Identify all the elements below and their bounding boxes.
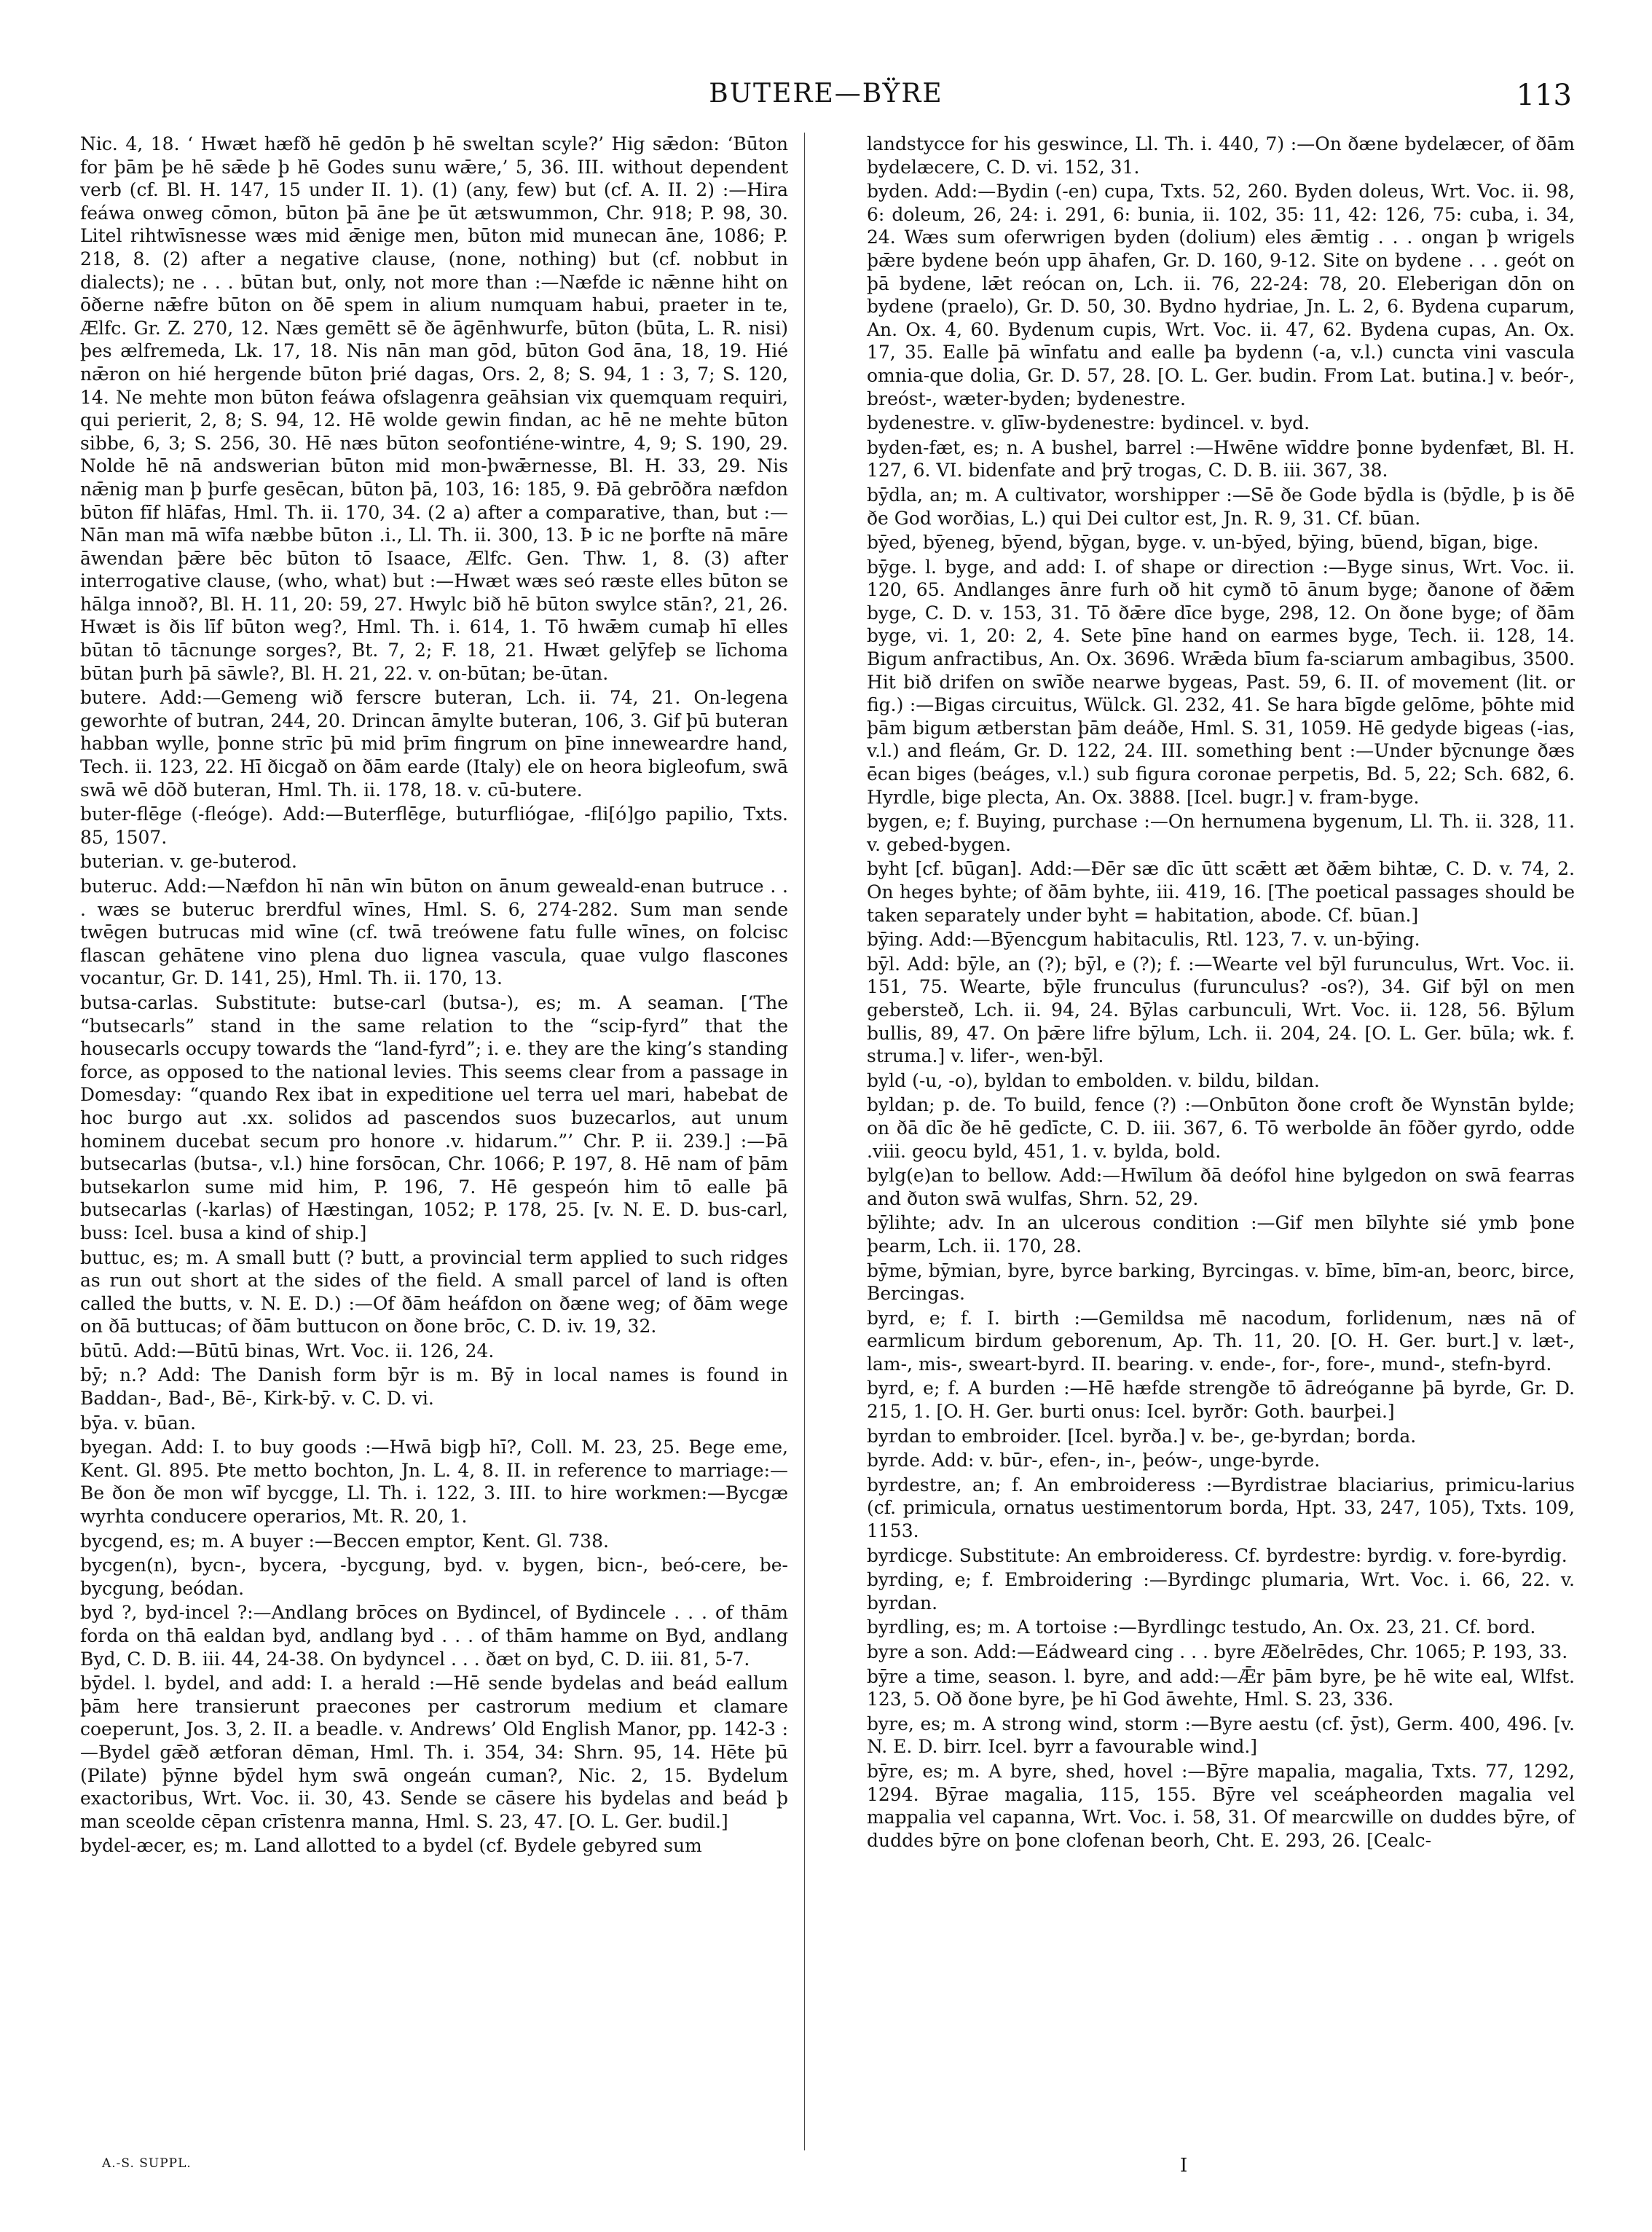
- signature-mark: A.-S. SUPPL.: [102, 2156, 192, 2171]
- entry: buttuc, es; m. A small butt (? butt, a provincial term applied to such ridges as run out short at the sides of the field. A small parcel of land is often called the butts, v. N. E. D.) :—Of ðām heáfdon on ðæne weg; of ðām wege on ðā buttucas; of ðām buttucon on ðone brōc, C. D. iv. 19, 32.: [80, 1246, 788, 1337]
- entry: bydel-æcer, es; m. Land allotted to a bydel (cf. Bydele gebyred sum: [80, 1835, 702, 1857]
- entry: bycgen(n), bycn-, bycera, -bycgung, byd. v. bygen, bicn-, beó-cere, be-bycgung, beódan.: [80, 1555, 788, 1599]
- entry: būtū. Add:—Būtū binas, Wrt. Voc. ii. 126, 24.: [80, 1340, 495, 1361]
- entry: bȳed, bȳeneg, bȳend, bȳgan, byge. v. un-bȳed, bȳing, būend, bīgan, bige.: [867, 532, 1539, 554]
- entry: byre a son. Add:—Eádweard cing . . . byre Æðelrēdes, Chr. 1065; P. 193, 33.: [867, 1641, 1568, 1662]
- entry: bȳing. Add:—Bȳencgum habitaculis, Rtl. 123, 7. v. un-bȳing.: [867, 929, 1420, 951]
- entry: bȳre a time, season. l. byre, and add:—Ǣr þām byre, þe hē wite eal, Wlfst. 123, 5. Oð ðone byre, þe hī God āwehte, Hml. S. 23, 336.: [867, 1665, 1575, 1710]
- entry: byrdling, es; m. A tortoise :—Byrdlingc testudo, An. Ox. 23, 21. Cf. bord.: [867, 1616, 1536, 1638]
- entry: bȳa. v. būan.: [80, 1412, 197, 1434]
- entry: buter-flēge (-fleóge). Add:—Buterflēge, buturfliógae, -fli[ó]go papilio, Txts. 85, 1507.: [80, 803, 788, 848]
- entry: byrdan to embroider. [Icel. byrða.] v. be-, ge-byrdan; borda.: [867, 1425, 1417, 1447]
- entry: byld (-u, -o), byldan to embolden. v. bildu, bildan.: [867, 1069, 1320, 1091]
- entry: byegan. Add: I. to buy goods :—Hwā bigþ hī?, Coll. M. 23, 25. Bege eme, Kent. Gl. 895. Þte metto bochton, Jn. L. 4, 8. II. in reference to marriage:—Be ðon ðe mon wīf bycgge, Ll. Th. i. 122, 3. III. to hire workmen:—Bycgæ wyrhta conducere operarios, Mt. R. 20, 1.: [80, 1437, 788, 1528]
- entry: byrde. Add: v. būr-, efen-, in-, þeów-, unge-byrde.: [867, 1450, 1321, 1471]
- column-divider: [804, 133, 805, 2150]
- entry: byd ?, byd-incel ?:—Andlang brōces on Bydincel, of Bydincele . . . of thām forda on thā ealdan byd, andlang byd . . . of thām hamme on Byd, andlang Byd, C. D. B. iii. 44, 24-38. On bydyncel . . . ðæt on byd, C. D. iii. 81, 5-7.: [80, 1602, 788, 1670]
- right-column: [867, 133, 1575, 1853]
- entry: byrd, e; f. A burden :—Hē hæfde strengðe tō ādreóganne þā byrde, Gr. D. 215, 1. [O. H. Ger. burti onus: Icel. byrðr: Goth. baurþei.]: [867, 1378, 1575, 1423]
- sheet-mark: I: [1180, 2155, 1188, 2177]
- entry: byldan; p. de. To build, fence (?) :—Onbūton ðone croft ðe Wynstān bylde; on ðā dīc ðe hē gedīcte, C. D. iii. 367, 6. Tō werbolde ān fōðer gyrdo, odde .viii. geocu byld, 451, 1. v. bylda, bold.: [867, 1094, 1575, 1162]
- entry: Nic. 4, 18. ‘ Hwæt hæfð hē gedōn þ hē sweltan scyle?’ Hig sǣdon: ‘Būton for þām þe hē sǣde þ hē Godes sunu wǣre,’ 5, 36. III. without dependent verb (cf. Bl. H. 147, 15 under II. 1). (1) (any, few) but (cf. A. II. 2) :—Hira feáwa onweg cōmon, būton þā āne þe ūt ætswummon, Chr. 918; P. 98, 30. Litel rihtwīsnesse wæs mid ǣnige men, būton mid munecan āne, 1086; P. 218, 8. (2) after a negative clause, (none, nothing) but (cf. nobbut in dialects); ne . . . būtan but, only, not more than :—Næfde ic nǣnne hiht on ōðerne nǣfre būton on ðē spem in alium numquam habui, praeter in te, Ælfc. Gr. Z. 270, 12. Næs gemētt sē ðe āgēnhwurfe, būton (būta, L. R. nisi) þes ælfremeda, Lk. 17, 18. Nis nān man gōd, būton God āna, 18, 19. Hié nǣron on hié hergende būton þrié dagas, Ors. 2, 8; S. 94, 1 : 3, 7; S. 120, 14. Ne mehte mon būton feáwa ofslagenra geāhsian vix quemquam requiri, qui perierit, 2, 8; S. 94, 12. Hē wolde gewin findan, ac hē ne mehte būton sibbe, 6, 3; S. 256, 30. Hē næs būton seofontiéne-wintre, 4, 9; S. 190, 29. Nolde hē nā andswerian būton mid mon-þwǣrnesse, Bl. H. 33, 29. Nis nǣnig man þ þurfe gesēcan, būton þā, 103, 16: 185, 9. Ðā gebrōðra næfdon būton fīf hlāfas, Hml. Th. ii. 170, 34. (2 a) after a comparative, than, but :—Nān man mā wīfa næbbe būton .i., Ll. Th. ii. 300, 13. Þ ic ne þorfte nā māre āwendan þǣre bēc būton tō Isaace, Ælfc. Gen. Thw. 1, 8. (3) after interrogative clause, (who, what) but :—Hwæt wæs seó ræste elles būton se hālga innoð?, Bl. H. 11, 20: 59, 27. Hwylc bið hē būton swylce stān?, 21, 26. Hwæt is ðis līf būton weg?, Hml. Th. i. 614, 1. Tō hwǣm cumaþ hī elles būtan tō tācnunge sorges?, Bt. 7, 2; F. 18, 21. Hwæt gelȳfeþ se līchoma būtan þurh þā sāwle?, Bl. H. 21, 22. v. on-būtan; be-ūtan.: [80, 133, 788, 684]
- entry: bȳre, es; m. A byre, shed, hovel :—Bȳre mapalia, magalia, Txts. 77, 1292, 1294. Bȳrae magalia, 115, 155. Bȳre vel sceápheorden magalia vel mappalia vel capanna, Wrt. Voc. i. 58, 31. Of mearcwille on duddes bȳre, of duddes bȳre on þone clofenan beorh, Cht. E. 293, 26. [Cealc-: [867, 1760, 1575, 1851]
- entry: byden. Add:—Bydin (-en) cupa, Txts. 52, 260. Byden doleus, Wrt. Voc. ii. 98, 6: doleum, 26, 24: i. 291, 6: bunia, ii. 102, 35: 11, 42: 126, 75: cuba, i. 34, 24. Wæs sum oferwrigen byden (dolium) eles ǣmtig . . . ongan þ wrigels þǣre bydene beón upp āhafen, Gr. D. 160, 9-12. Site on bydene . . . geót on þā bydene, lǣt reócan on, Lch. ii. 76, 22-24: 78, 20. Eleberigan dōn on bydene (praelo), Gr. D. 50, 30. Bydno hydriae, Jn. L. 2, 6. Bydena cuparum, An. Ox. 4, 60. Bydenum cupis, Wrt. Voc. ii. 47, 62. Bydena cupas, An. Ox. 17, 35. Ealle þā wīnfatu and ealle þa bydenn (-a, v.l.) cuncta vini vascula omnia-que dolia, Gr. D. 57, 28. [O. L. Ger. budin. From Lat. butina.] v. beór-, breóst-, wæter-byden; bydenestre.: [867, 181, 1575, 409]
- entry: bylg(e)an to bellow. Add:—Hwīlum ðā deófol hine bylgedon on swā fearras and ðuton swā wulfas, Shrn. 52, 29.: [867, 1165, 1575, 1209]
- entry: byrdestre, an; f. An embroideress :—Byrdistrae blaciarius, primicu-larius (cf. primicula, ornatus uestimentorum borda, Hpt. 33, 247, 105), Txts. 109, 1153.: [867, 1474, 1575, 1542]
- entry: bȳl. Add: bȳle, an (?); bȳl, e (?); f. :—Wearte vel bȳl furunculus, Wrt. Voc. ii. 151, 75. Wearte, bȳle frunculus (furunculus? -os?), 34. Gif bȳl on men gebersteð, Lch. ii. 94, 24. Bȳlas carbunculi, Wrt. Voc. ii. 128, 56. Bȳlum bullis, 89, 47. On þǣre lifre bȳlum, Lch. ii. 204, 24. [O. L. Ger. būla; wk. f. struma.] v. lifer-, wen-bȳl.: [867, 953, 1575, 1067]
- entry: bȳdel. l. bydel, and add: I. a herald :—Hē sende bydelas and beád eallum þām here transierunt praecones per castrorum medium et clamare coeperunt, Jos. 3, 2. II. a beadle. v. Andrews’ Old English Manor, pp. 142-3 :—Bydel gǣð ætforan dēman, Hml. Th. i. 354, 34: Shrn. 95, 14. Hēte þū (Pilate) þȳnne bȳdel hym swā ongeán cuman?, Nic. 2, 15. Bydelum exactoribus, Wrt. Voc. ii. 30, 43. Sende se cāsere his bydelas and beád þ man sceolde cēpan crīstenra manna, Hml. S. 23, 47. [O. L. Ger. budil.]: [80, 1673, 788, 1832]
- entry: byrdicge. Substitute: An embroideress. Cf. byrdestre: byrdig. v. fore-byrdig.: [867, 1544, 1568, 1566]
- entry: byden-fæt, es; n. A bushel, barrel :—Hwēne wīddre þonne bydenfæt, Bl. H. 127, 6. VI. bidenfate and þrȳ trogas, C. D. B. iii. 367, 38.: [867, 436, 1575, 482]
- entry: bydenestre. v. glīw-bydenestre: bydincel. v. byd.: [867, 412, 1310, 434]
- entry: bycgend, es; m. A buyer :—Beccen emptor, Kent. Gl. 738.: [80, 1530, 609, 1552]
- entry: byrding, e; f. Embroidering :—Byrdingc plumaria, Wrt. Voc. i. 66, 22. v. byrdan.: [867, 1569, 1575, 1614]
- entry: landstycce for his geswince, Ll. Th. i. 440, 7) :—On ðæne bydelæcer, of ðām bydelæcere, C. D. vi. 152, 31.: [867, 133, 1575, 178]
- entry: byrd, e; f. I. birth :—Gemildsa mē nacodum, forlidenum, næs nā of earmlicum birdum geborenum, Ap. Th. 11, 20. [O. H. Ger. burt.] v. læt-, lam-, mis-, sweart-byrd. II. bearing. v. ende-, for-, fore-, mund-, stefn-byrd.: [867, 1307, 1575, 1375]
- entry: bȳme, bȳmian, byre, byrce barking, Byrcingas. v. bīme, bīm-an, beorc, birce, Bercingas.: [867, 1260, 1575, 1305]
- entry: butsa-carlas. Substitute: butse-carl (butsa-), es; m. A seaman. [‘The “butsecarls” stand in the same relation to the “scip-fyrd” that the housecarls occupy towards the “land-fyrd”; i. e. they are the king’s standing force, as opposed to the national levies. This seems clear from a passage in Domesday: “quando Rex ibat in expeditione uel terra uel mari, habebat de hoc burgo aut .xx. solidos ad pascendos suos buzecarlos, aut unum hominem ducebat secum pro honore .v. hidarum.”’ Chr. P. ii. 239.] :—Þā butsecarlas (butsa-, v.l.) hine forsōcan, Chr. 1066; P. 197, 8. Hē nam of þām butsekarlon sume mid him, P. 196, 7. Hē gespeón him tō ealle þā butsecarlas (-karlas) of Hæstingan, 1052; P. 178, 25. [v. N. E. D. bus-carl, buss: Icel. busa a kind of ship.]: [80, 991, 788, 1243]
- page-number: 113: [1516, 79, 1572, 112]
- entry: buteruc. Add:—Næfdon hī nān wīn būton on ānum geweald-enan butruce . . . wæs se buteruc brerdful wīnes, Hml. S. 6, 274-282. Sum man sende twēgen butrucas mid wīne (cf. twā treówene fatu fulle wīnes, on folcisc flascan gehātene vino plena duo lignea vascula, quae vulgo flascones vocantur, Gr. D. 141, 25), Hml. Th. ii. 170, 13.: [80, 876, 788, 989]
- left-column: [80, 133, 788, 1859]
- entry: bygen, e; f. Buying, purchase :—On hernumena bygenum, Ll. Th. ii. 328, 11. v. gebed-bygen.: [867, 811, 1575, 855]
- entry: bȳdla, an; m. A cultivator, worshipper :—Sē ðe Gode bȳdla is (bȳdle, þ is ðē ðe God worðias, L.) qui Dei cultor est, Jn. R. 9, 31. Cf. būan.: [867, 484, 1575, 529]
- entry: bȳge. l. byge, and add: I. of shape or direction :—Byge sinus, Wrt. Voc. ii. 120, 65. Andlanges ānre furh oð hit cymð tō ānum byge; ðanone of ðǣm byge, C. D. v. 153, 31. Tō ðǣre dīce byge, 298, 12. On ðone byge; of ðām byge, vi. 1, 20: 2, 4. Sete þīne hand on earmes byge, Tech. ii. 128, 14. Bigum anfractibus, An. Ox. 3696. Wrǣda bīum fa-sciarum ambagibus, 3500. Hit bið drifen on swīðe nearwe bygeas, Past. 59, 6. II. of movement (lit. or fig.) :—Bigas circuitus, Wülck. Gl. 232, 41. Se hara bīgde gelōme, þōhte mid þām bigum ætberstan þām deáðe, Hml. S. 31, 1059. Hē gedyde bigeas (-ias, v.l.) and fleám, Gr. D. 122, 24. III. something bent :—Under bȳcnunge ðæs ēcan biges (beáges, v.l.) sub figura coronae perpetis, Bd. 5, 22; Sch. 682, 6. Hyrdle, bige plecta, An. Ox. 3888. [Icel. bugr.] v. fram-byge.: [867, 556, 1575, 808]
- page-title: BUTERE—BŸRE: [709, 79, 943, 109]
- running-header: [80, 74, 1572, 118]
- entry: bȳ; n.? Add: The Danish form bȳr is m. Bȳ in local names is found in Baddan-, Bad-, Bē-, Kirk-bȳ. v. C. D. vi.: [80, 1364, 788, 1410]
- entry: byre, es; m. A strong wind, storm :—Byre aestu (cf. ȳst), Germ. 400, 496. [v. N. E. D. birr. Icel. byrr a favourable wind.]: [867, 1713, 1575, 1758]
- entry: butere. Add:—Gemeng wið ferscre buteran, Lch. ii. 74, 21. On-legena geworhte of butran, 244, 20. Drincan āmylte buteran, 106, 3. Gif þū buteran habban wylle, þonne strīc þū mid þrīm fingrum on þīne inneweardre hand, Tech. ii. 123, 22. Hī ðicgað on ðām earde (Italy) ele on heora bigleofum, swā swā wē dōð buteran, Hml. Th. ii. 178, 18. v. cū-butere.: [80, 687, 788, 801]
- entry: buterian. v. ge-buterod.: [80, 851, 297, 873]
- entry: byht [cf. būgan]. Add:—Ðēr sæ dīc ūtt scǣtt æt ðǣm bihtæ, C. D. v. 74, 2. On heges byhte; of ðām byhte, iii. 419, 16. [The poetical passages should be taken separately under byht = habitation, abode. Cf. būan.]: [867, 858, 1575, 926]
- entry: bȳlihte; adv. In an ulcerous condition :—Gif men bīlyhte sié ymb þone þearm, Lch. ii. 170, 28.: [867, 1212, 1575, 1257]
